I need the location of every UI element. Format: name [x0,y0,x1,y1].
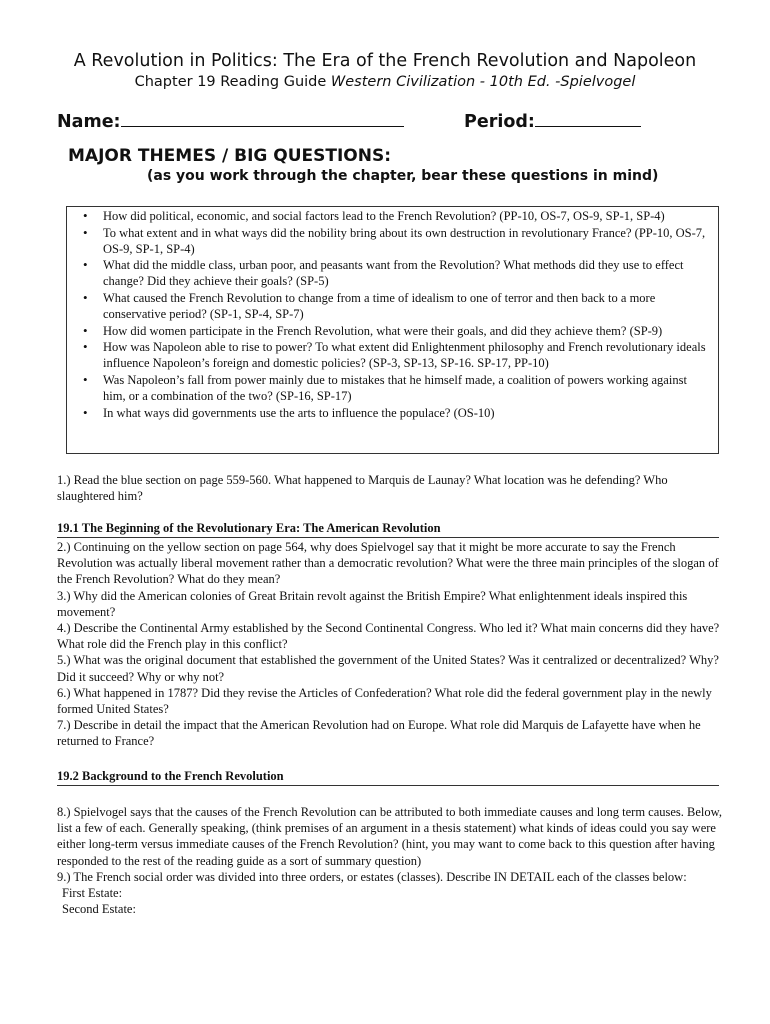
themes-subtitle: (as you work through the chapter, bear these questions in mind) [147,168,659,184]
section-heading-19-2: 19.2 Background to the French Revolution [57,769,719,786]
period-label: Period: [464,112,535,132]
question-1: 1.) Read the blue section on page 559-560. What happened to Marquis de Launay? What location was he defending? Who slaughtered him? [57,473,668,504]
section-19-1-questions [57,539,722,750]
question-2: 2.) Continuing on the yellow section on page 564, why does Spielvogel say that it might be more accurate to say the French Revolution was actually liberal movement rather than a democratic revolution? What were the three main principles of the slogan of the French Revolution? What do they mean? [57,540,719,587]
question-6: 6.) What happened in 1787? Did they revise the Articles of Confederation? What role did the federal government play in the newly formed United States? [57,685,712,717]
themes-box [66,206,719,454]
theme-item: • What caused the French Revolution to change from a time of idealism to one of terror and then back to a more conservative period? (SP-1, SP-4, SP-7) [83,290,712,322]
subtitle-italic: Western Civilization - 10th Ed. -Spielvogel [330,74,636,90]
document-subtitle [0,74,770,90]
first-estate-label: First Estate: [62,886,123,901]
name-field [57,108,404,132]
theme-item: • How did women participate in the French Revolution, what were their goals, and did they achieve them? (SP-9) [83,323,712,339]
question-8: 8.) Spielvogel says that the causes of the French Revolution can be attributed to both immediate causes and long term causes. Below, list a few of each. Generally speaking, (think premises of an argument in a thesis statement) what kinds of ideas could you say were either long-term versus immediate causes of the French Revolution? (hint, you may want to come back to this question after having responded to the rest of the reading guide as a sort of summary question) [57,805,722,868]
subtitle-plain: Chapter 19 Reading Guide [134,74,331,90]
theme-item: • In what ways did governments use the arts to influence the populace? (OS-10) [83,405,712,421]
section-19-2-questions [57,804,722,917]
question-1-block [57,472,722,504]
question-7: 7.) Describe in detail the impact that the American Revolution had on Europe. What role did Marquis de Lafayette have when he returned to France? [57,718,701,749]
section-heading-19-1: 19.1 The Beginning of the Revolutionary Era: The American Revolution [57,521,719,538]
theme-item: • How did political, economic, and social factors lead to the French Revolution? (PP-10, OS-7, OS-9, SP-1, SP-4) [83,208,712,224]
name-blank-line[interactable] [121,108,404,127]
period-blank-line[interactable] [535,108,641,127]
name-label: Name: [57,112,121,132]
question-5: 5.) What was the original document that established the government of the United States? Was it centralized or decentralized? Why? Did it succeed? Why or why not? [57,653,719,684]
themes-title: MAJOR THEMES / BIG QUESTIONS: [68,146,392,166]
question-3: 3.) Why did the American colonies of Great Britain revolt against the British Empire? What enlightenment ideals inspired this movement? [57,588,688,619]
theme-item: • How was Napoleon able to rise to power? To what extent did Enlightenment philosophy and French revolutionary ideals influence Napoleon’s foreign and domestic policies? (SP-3, SP-13, SP-16. SP-17, PP-10) [83,339,712,371]
themes-list [83,208,712,421]
theme-item: • To what extent and in what ways did the nobility bring about its own destruction in revolutionary France? (PP-10, OS-7, OS-9, SP-1, SP-4) [83,225,712,257]
theme-item: • Was Napoleon’s fall from power mainly due to mistakes that he himself made, a coalition of powers working against him, or a combination of the two? (SP-16, SP-17) [83,372,712,404]
question-9: 9.) The French social order was divided into three orders, or estates (classes). Describe IN DETAIL each of the classes below: [57,869,687,884]
question-4: 4.) Describe the Continental Army established by the Second Continental Congress. Who led it? What main concerns did they have? What role did the French play in this conflict? [57,621,720,652]
period-field [464,108,641,132]
document-title: A Revolution in Politics: The Era of the French Revolution and Napoleon [73,51,697,71]
theme-item: • What did the middle class, urban poor, and peasants want from the Revolution? What methods did they use to effect change? Did they achieve their goals? (SP-5) [83,257,712,289]
second-estate-label: Second Estate: [62,902,136,917]
